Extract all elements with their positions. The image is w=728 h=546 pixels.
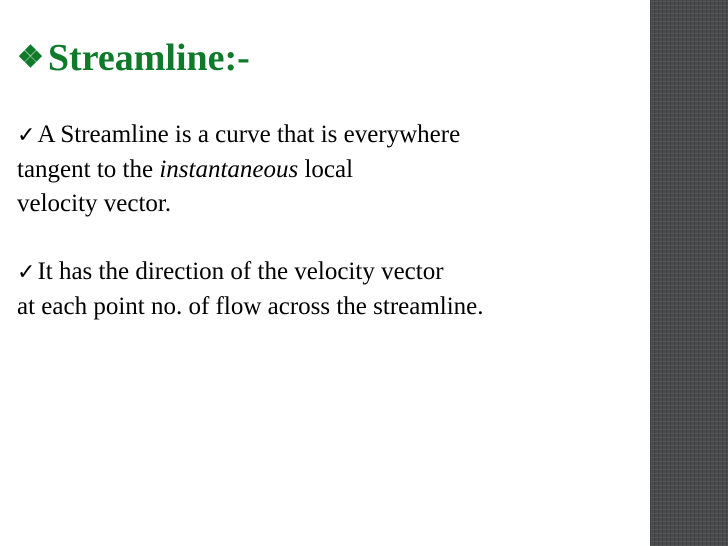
bullet-2-text-1: It has the direction of the velocity vector [37, 258, 444, 285]
bullet-1-text-3: velocity vector. [17, 190, 172, 217]
checkmark-icon: ✓ [17, 123, 36, 148]
bullet-point-2 [17, 255, 647, 324]
bullet-1-line-2 [17, 153, 647, 187]
slide-content [17, 36, 647, 324]
bullet-point-1 [17, 118, 647, 221]
bullet-1-line-3 [17, 187, 647, 221]
bullet-2-line-2 [17, 290, 647, 324]
diamond-bullet-icon: ❖ [17, 41, 44, 74]
bullet-1-emphasis: instantaneous [159, 156, 299, 183]
bullet-1-text-1: A Streamline is a curve that is everywhere [37, 121, 461, 148]
bullet-1-text-2b: local [298, 156, 354, 183]
checkmark-icon: ✓ [17, 260, 36, 285]
slide-heading [17, 36, 647, 80]
bullet-1-line-1 [17, 118, 647, 153]
heading-text: Streamline:- [47, 37, 250, 79]
bullet-1-text-2a: tangent to the [17, 156, 160, 183]
bullet-2-text-2: at each point no. of flow across the streamline. [17, 293, 484, 320]
decorative-side-panel [650, 0, 728, 546]
bullet-2-line-1 [17, 255, 647, 290]
